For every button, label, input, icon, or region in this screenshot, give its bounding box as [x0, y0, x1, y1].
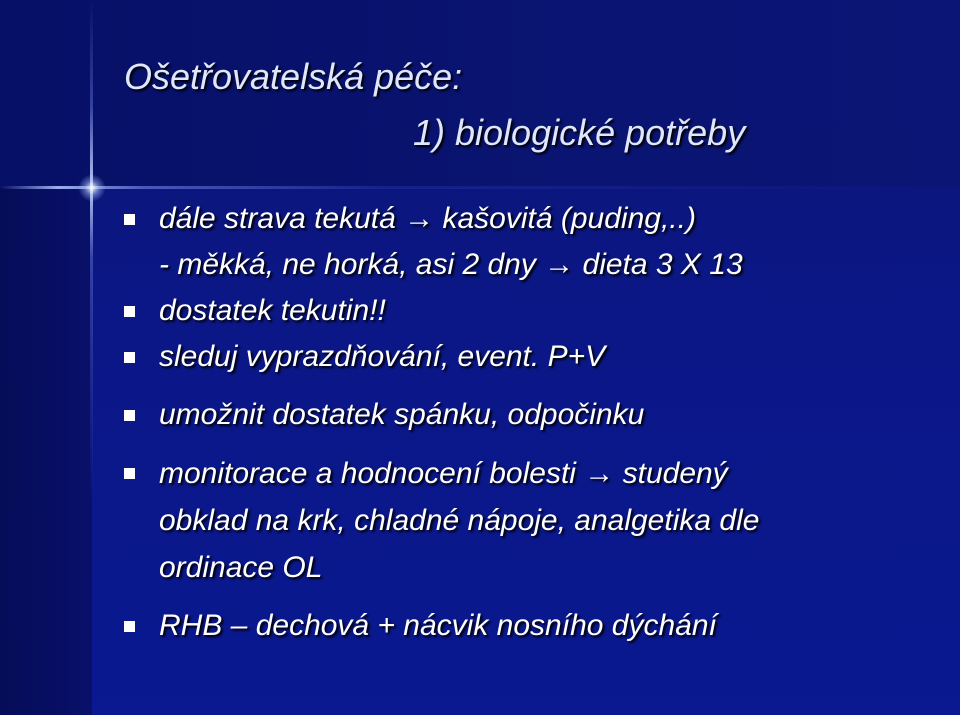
vertical-glow-line	[90, 0, 93, 715]
bullet-line: dále strava tekutá → kašovitá (puding,..)	[159, 202, 696, 235]
bullet-line: RHB – dechová + nácvik nosního dýchání	[159, 609, 717, 642]
square-bullet-icon	[124, 352, 135, 363]
horizontal-glow-line	[0, 186, 960, 189]
bullet-line: ordinace OL	[159, 551, 323, 584]
glow-star-icon	[78, 174, 106, 202]
square-bullet-icon	[124, 468, 135, 479]
square-bullet-icon	[124, 306, 135, 317]
bullet-list	[122, 196, 942, 649]
bullet-line: - měkká, ne horká, asi 2 dny → dieta 3 X 13	[159, 248, 743, 281]
slide-subtitle: 1) biologické potřeby	[413, 112, 746, 153]
bullet-line: umožnit dostatek spánku, odpočinku	[159, 398, 645, 431]
square-bullet-icon	[124, 410, 135, 421]
bullet-diet	[122, 196, 942, 288]
bullet-sleep	[122, 392, 942, 438]
bullet-line: dostatek tekutin!!	[159, 294, 386, 327]
bullet-line: monitorace a hodnocení bolesti → studený	[159, 457, 728, 490]
bullet-excretion	[122, 334, 942, 380]
bullet-line: obklad na krk, chladné nápoje, analgetika dle	[159, 504, 760, 537]
bullet-line: sleduj vyprazdňování, event. P+V	[159, 340, 606, 373]
square-bullet-icon	[124, 214, 135, 225]
slide-title: Ošetřovatelská péče:	[124, 56, 463, 97]
square-bullet-icon	[124, 621, 135, 632]
bullet-fluids	[122, 288, 942, 334]
bullet-pain	[122, 450, 942, 591]
bullet-rehabilitation	[122, 603, 942, 649]
left-band	[0, 188, 92, 715]
